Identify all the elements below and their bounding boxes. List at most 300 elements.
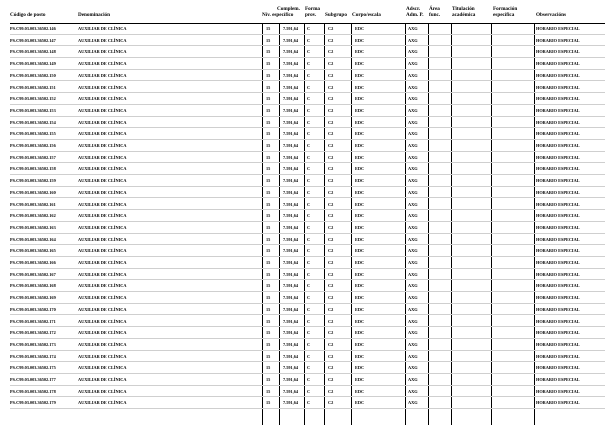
cell-observacions: HORARIO ESPECIAL — [536, 318, 580, 324]
table-row — [0, 374, 615, 386]
cell-complemento: 7.591,64 — [283, 330, 299, 336]
cell-subgrupo: C2 — [328, 236, 334, 242]
cell-corpo: EDC — [355, 248, 365, 254]
cell-complemento: 7.591,64 — [283, 72, 299, 78]
cell-corpo: EDC — [355, 283, 365, 289]
cell-complemento: 7.591,64 — [283, 84, 299, 90]
cell-observacions: HORARIO ESPECIAL — [536, 96, 580, 102]
cell-corpo: EDC — [355, 72, 365, 78]
cell-subgrupo: C2 — [328, 178, 334, 184]
cell-subgrupo: C2 — [328, 143, 334, 148]
cell-codigo: PS.C99.03.003.36502.169 — [10, 295, 56, 301]
cell-nivel: 15 — [266, 365, 271, 371]
cell-subgrupo: C2 — [328, 131, 334, 137]
cell-complemento: 7.591,64 — [283, 213, 299, 219]
table-row — [0, 23, 615, 35]
header-forma: Forma — [305, 6, 320, 12]
cell-forma-provision: C — [307, 49, 311, 55]
cell-observacions: HORARIO ESPECIAL — [536, 26, 580, 31]
cell-observacions: HORARIO ESPECIAL — [536, 377, 580, 382]
cell-nivel: 15 — [266, 61, 271, 67]
header-corpo: Corpo/escala — [352, 12, 381, 18]
cell-complemento: 7.591,64 — [283, 131, 299, 137]
cell-complemento: 7.591,64 — [283, 283, 299, 289]
cell-subgrupo: C2 — [328, 388, 334, 394]
cell-nivel: 15 — [266, 260, 271, 265]
cell-corpo: EDC — [355, 295, 365, 301]
cell-denominacion: AUXILIAR DE CLÍNICA — [78, 49, 127, 55]
cell-complemento: 7.591,64 — [283, 236, 299, 242]
cell-adscripcion: AXG — [408, 236, 418, 242]
cell-denominacion: AUXILIAR DE CLÍNICA — [78, 37, 127, 43]
header-area: Área — [429, 6, 440, 12]
cell-corpo: EDC — [355, 330, 365, 336]
cell-complemento: 7.591,64 — [283, 341, 299, 347]
cell-corpo: EDC — [355, 318, 365, 324]
cell-corpo: EDC — [355, 224, 365, 230]
cell-corpo: EDC — [355, 26, 365, 31]
cell-corpo: EDC — [355, 306, 365, 312]
cell-subgrupo: C2 — [328, 61, 334, 67]
header-adscr: Adscr. — [406, 6, 421, 12]
cell-denominacion: AUXILIAR DE CLÍNICA — [78, 330, 127, 336]
cell-denominacion: AUXILIAR DE CLÍNICA — [78, 26, 127, 31]
cell-subgrupo: C2 — [328, 271, 334, 277]
cell-forma-provision: C — [307, 353, 311, 359]
cell-denominacion: AUXILIAR DE CLÍNICA — [78, 318, 127, 324]
header-denominacion: Denominación — [78, 12, 110, 18]
cell-adscripcion: AXG — [408, 166, 418, 172]
cell-codigo: PS.C99.03.003.36502.154 — [10, 119, 56, 125]
cell-observacions: HORARIO ESPECIAL — [536, 224, 580, 230]
cell-complemento: 7.591,64 — [283, 224, 299, 230]
cell-complemento: 7.591,64 — [283, 107, 299, 113]
cell-codigo: PS.C99.03.003.36502.172 — [10, 330, 56, 336]
cell-corpo: EDC — [355, 271, 365, 277]
cell-adscripcion: AXG — [408, 306, 418, 312]
cell-observacions: HORARIO ESPECIAL — [536, 330, 580, 336]
header-func: func. — [429, 12, 441, 18]
cell-observacions: HORARIO ESPECIAL — [536, 236, 580, 242]
cell-codigo: PS.C99.03.003.36502.147 — [10, 37, 56, 43]
cell-denominacion: AUXILIAR DE CLÍNICA — [78, 295, 127, 301]
cell-observacions: HORARIO ESPECIAL — [536, 143, 580, 148]
cell-complemento: 7.591,64 — [283, 260, 299, 265]
cell-observacions: HORARIO ESPECIAL — [536, 353, 580, 359]
cell-adscripcion: AXG — [408, 260, 418, 265]
cell-codigo: PS.C99.03.003.36502.160 — [10, 189, 56, 195]
table-row — [0, 304, 615, 316]
cell-denominacion: AUXILIAR DE CLÍNICA — [78, 178, 127, 184]
cell-observacions: HORARIO ESPECIAL — [536, 49, 580, 55]
table-row — [0, 234, 615, 246]
cell-complemento: 7.591,64 — [283, 189, 299, 195]
table-row — [0, 269, 615, 281]
cell-forma-provision: C — [307, 400, 311, 406]
table-row — [0, 292, 615, 304]
cell-corpo: EDC — [355, 353, 365, 359]
cell-nivel: 15 — [266, 178, 271, 184]
table-row — [0, 245, 615, 257]
cell-complemento: 7.591,64 — [283, 377, 299, 382]
table-row — [0, 362, 615, 374]
cell-denominacion: AUXILIAR DE CLÍNICA — [78, 107, 127, 113]
cell-complemento: 7.591,64 — [283, 201, 299, 207]
cell-corpo: EDC — [355, 143, 365, 148]
cell-adscripcion: AXG — [408, 388, 418, 394]
cell-nivel: 15 — [266, 189, 271, 195]
cell-corpo: EDC — [355, 341, 365, 347]
cell-denominacion: AUXILIAR DE CLÍNICA — [78, 189, 127, 195]
cell-adscripcion: AXG — [408, 341, 418, 347]
cell-codigo: PS.C99.03.003.36502.162 — [10, 213, 56, 219]
cell-corpo: EDC — [355, 84, 365, 90]
cell-adscripcion: AXG — [408, 318, 418, 324]
cell-corpo: EDC — [355, 236, 365, 242]
cell-nivel: 15 — [266, 119, 271, 125]
table-row — [0, 351, 615, 363]
cell-observacions: HORARIO ESPECIAL — [536, 283, 580, 289]
cell-subgrupo: C2 — [328, 330, 334, 336]
cell-nivel: 15 — [266, 353, 271, 359]
cell-observacions: HORARIO ESPECIAL — [536, 248, 580, 254]
cell-forma-provision: C — [307, 248, 311, 254]
cell-adscripcion: AXG — [408, 295, 418, 301]
cell-denominacion: AUXILIAR DE CLÍNICA — [78, 400, 127, 406]
cell-forma-provision: C — [307, 96, 311, 102]
cell-denominacion: AUXILIAR DE CLÍNICA — [78, 166, 127, 172]
cell-nivel: 15 — [266, 96, 271, 102]
cell-complemento: 7.591,64 — [283, 318, 299, 324]
cell-adscripcion: AXG — [408, 37, 418, 43]
header-formacion: Formación — [493, 6, 518, 12]
cell-subgrupo: C2 — [328, 49, 334, 55]
cell-adscripcion: AXG — [408, 201, 418, 207]
header-academica: académica — [452, 12, 476, 18]
cell-subgrupo: C2 — [328, 84, 334, 90]
cell-nivel: 15 — [266, 224, 271, 230]
cell-denominacion: AUXILIAR DE CLÍNICA — [78, 306, 127, 312]
cell-subgrupo: C2 — [328, 154, 334, 160]
cell-denominacion: AUXILIAR DE CLÍNICA — [78, 119, 127, 125]
cell-observacions: HORARIO ESPECIAL — [536, 306, 580, 312]
cell-corpo: EDC — [355, 119, 365, 125]
cell-complemento: 7.591,64 — [283, 295, 299, 301]
cell-nivel: 15 — [266, 388, 271, 394]
cell-complemento: 7.591,64 — [283, 119, 299, 125]
cell-forma-provision: C — [307, 131, 311, 137]
cell-subgrupo: C2 — [328, 341, 334, 347]
table-row — [0, 163, 615, 175]
table-row — [0, 35, 615, 47]
cell-nivel: 15 — [266, 400, 271, 406]
cell-adscripcion: AXG — [408, 107, 418, 113]
table-row — [0, 397, 615, 409]
cell-adscripcion: AXG — [408, 154, 418, 160]
cell-denominacion: AUXILIAR DE CLÍNICA — [78, 72, 127, 78]
cell-corpo: EDC — [355, 131, 365, 137]
cell-forma-provision: C — [307, 330, 311, 336]
header-observacions: Observacións — [536, 12, 566, 18]
cell-adscripcion: AXG — [408, 189, 418, 195]
cell-corpo: EDC — [355, 388, 365, 394]
cell-adscripcion: AXG — [408, 26, 418, 31]
cell-observacions: HORARIO ESPECIAL — [536, 365, 580, 371]
cell-nivel: 15 — [266, 201, 271, 207]
cell-codigo: PS.C99.03.003.36502.174 — [10, 353, 56, 359]
cell-nivel: 15 — [266, 49, 271, 55]
cell-codigo: PS.C99.03.003.36502.159 — [10, 178, 56, 184]
cell-adscripcion: AXG — [408, 248, 418, 254]
cell-subgrupo: C2 — [328, 260, 334, 265]
cell-adscripcion: AXG — [408, 400, 418, 406]
cell-nivel: 15 — [266, 295, 271, 301]
cell-codigo: PS.C99.03.003.36502.150 — [10, 72, 56, 78]
cell-observacions: HORARIO ESPECIAL — [536, 213, 580, 219]
cell-codigo: PS.C99.03.003.36502.149 — [10, 61, 56, 67]
cell-adscripcion: AXG — [408, 271, 418, 277]
cell-nivel: 15 — [266, 107, 271, 113]
cell-forma-provision: C — [307, 377, 311, 382]
cell-codigo: PS.C99.03.003.36502.170 — [10, 306, 56, 312]
cell-forma-provision: C — [307, 295, 311, 301]
cell-subgrupo: C2 — [328, 400, 334, 406]
header-subgrupo: Subgrupo — [325, 12, 347, 18]
cell-codigo: PS.C99.03.003.36502.179 — [10, 400, 56, 406]
cell-observacions: HORARIO ESPECIAL — [536, 388, 580, 394]
cell-corpo: EDC — [355, 201, 365, 207]
cell-nivel: 15 — [266, 131, 271, 137]
cell-complemento: 7.591,64 — [283, 154, 299, 160]
cell-nivel: 15 — [266, 377, 271, 382]
cell-observacions: HORARIO ESPECIAL — [536, 107, 580, 113]
cell-subgrupo: C2 — [328, 189, 334, 195]
cell-corpo: EDC — [355, 49, 365, 55]
cell-denominacion: AUXILIAR DE CLÍNICA — [78, 388, 127, 394]
cell-forma-provision: C — [307, 365, 311, 371]
cell-adscripcion: AXG — [408, 143, 418, 148]
cell-codigo: PS.C99.03.003.36502.157 — [10, 154, 56, 160]
header-codigo: Código de posto — [10, 12, 46, 18]
cell-subgrupo: C2 — [328, 213, 334, 219]
cell-nivel: 15 — [266, 72, 271, 78]
cell-forma-provision: C — [307, 318, 311, 324]
cell-codigo: PS.C99.03.003.36502.177 — [10, 377, 56, 382]
table-row — [0, 339, 615, 351]
cell-denominacion: AUXILIAR DE CLÍNICA — [78, 260, 127, 265]
cell-denominacion: AUXILIAR DE CLÍNICA — [78, 213, 127, 219]
cell-forma-provision: C — [307, 26, 311, 31]
cell-observacions: HORARIO ESPECIAL — [536, 61, 580, 67]
cell-complemento: 7.591,64 — [283, 271, 299, 277]
cell-corpo: EDC — [355, 377, 365, 382]
cell-subgrupo: C2 — [328, 353, 334, 359]
cell-observacions: HORARIO ESPECIAL — [536, 201, 580, 207]
cell-subgrupo: C2 — [328, 26, 334, 31]
cell-subgrupo: C2 — [328, 107, 334, 113]
cell-codigo: PS.C99.03.003.36502.158 — [10, 166, 56, 172]
cell-codigo: PS.C99.03.003.36502.175 — [10, 365, 56, 371]
cell-forma-provision: C — [307, 224, 311, 230]
cell-observacions: HORARIO ESPECIAL — [536, 154, 580, 160]
cell-complemento: 7.591,64 — [283, 26, 299, 31]
cell-denominacion: AUXILIAR DE CLÍNICA — [78, 271, 127, 277]
cell-adscripcion: AXG — [408, 365, 418, 371]
table-row — [0, 222, 615, 234]
cell-subgrupo: C2 — [328, 119, 334, 125]
cell-observacions: HORARIO ESPECIAL — [536, 72, 580, 78]
cell-corpo: EDC — [355, 260, 365, 265]
cell-nivel: 15 — [266, 166, 271, 172]
cell-observacions: HORARIO ESPECIAL — [536, 400, 580, 406]
cell-adscripcion: AXG — [408, 61, 418, 67]
cell-complemento: 7.591,64 — [283, 166, 299, 172]
cell-denominacion: AUXILIAR DE CLÍNICA — [78, 84, 127, 90]
cell-adscripcion: AXG — [408, 49, 418, 55]
cell-observacions: HORARIO ESPECIAL — [536, 119, 580, 125]
cell-forma-provision: C — [307, 341, 311, 347]
cell-nivel: 15 — [266, 271, 271, 277]
header-prov: prov. — [305, 12, 317, 18]
header-especifica: específica — [493, 12, 515, 18]
cell-subgrupo: C2 — [328, 72, 334, 78]
cell-forma-provision: C — [307, 61, 311, 67]
cell-complemento: 7.591,64 — [283, 61, 299, 67]
cell-codigo: PS.C99.03.003.36502.163 — [10, 224, 56, 230]
cell-nivel: 15 — [266, 306, 271, 312]
cell-denominacion: AUXILIAR DE CLÍNICA — [78, 96, 127, 102]
cell-observacions: HORARIO ESPECIAL — [536, 131, 580, 137]
cell-corpo: EDC — [355, 213, 365, 219]
cell-corpo: EDC — [355, 365, 365, 371]
cell-corpo: EDC — [355, 166, 365, 172]
table-row — [0, 257, 615, 269]
cell-subgrupo: C2 — [328, 283, 334, 289]
cell-codigo: PS.C99.03.003.36502.167 — [10, 271, 56, 277]
header-adm-p: Adm. P. — [406, 12, 424, 18]
cell-subgrupo: C2 — [328, 295, 334, 301]
cell-adscripcion: AXG — [408, 330, 418, 336]
cell-forma-provision: C — [307, 213, 311, 219]
cell-nivel: 15 — [266, 143, 271, 148]
cell-corpo: EDC — [355, 154, 365, 160]
cell-subgrupo: C2 — [328, 377, 334, 382]
cell-observacions: HORARIO ESPECIAL — [536, 341, 580, 347]
cell-complemento: 7.591,64 — [283, 400, 299, 406]
cell-nivel: 15 — [266, 213, 271, 219]
cell-corpo: EDC — [355, 178, 365, 184]
cell-observacions: HORARIO ESPECIAL — [536, 189, 580, 195]
cell-denominacion: AUXILIAR DE CLÍNICA — [78, 201, 127, 207]
table-row — [0, 199, 615, 211]
table-row — [0, 117, 615, 129]
cell-codigo: PS.C99.03.003.36502.146 — [10, 26, 56, 31]
cell-corpo: EDC — [355, 61, 365, 67]
cell-denominacion: AUXILIAR DE CLÍNICA — [78, 236, 127, 242]
table-row — [0, 386, 615, 398]
table-row — [0, 316, 615, 328]
cell-forma-provision: C — [307, 260, 311, 265]
cell-adscripcion: AXG — [408, 178, 418, 184]
cell-nivel: 15 — [266, 341, 271, 347]
cell-nivel: 15 — [266, 37, 271, 43]
cell-corpo: EDC — [355, 400, 365, 406]
cell-subgrupo: C2 — [328, 96, 334, 102]
cell-denominacion: AUXILIAR DE CLÍNICA — [78, 377, 127, 382]
cell-corpo: EDC — [355, 107, 365, 113]
cell-observacions: HORARIO ESPECIAL — [536, 166, 580, 172]
cell-denominacion: AUXILIAR DE CLÍNICA — [78, 248, 127, 254]
cell-complemento: 7.591,64 — [283, 37, 299, 43]
cell-subgrupo: C2 — [328, 224, 334, 230]
cell-adscripcion: AXG — [408, 213, 418, 219]
cell-nivel: 15 — [266, 154, 271, 160]
table-row — [0, 46, 615, 58]
cell-complemento: 7.591,64 — [283, 143, 299, 148]
table-row — [0, 152, 615, 164]
cell-corpo: EDC — [355, 37, 365, 43]
cell-adscripcion: AXG — [408, 119, 418, 125]
cell-codigo: PS.C99.03.003.36502.168 — [10, 283, 56, 289]
cell-adscripcion: AXG — [408, 96, 418, 102]
cell-subgrupo: C2 — [328, 306, 334, 312]
cell-forma-provision: C — [307, 306, 311, 312]
cell-complemento: 7.591,64 — [283, 248, 299, 254]
cell-denominacion: AUXILIAR DE CLÍNICA — [78, 353, 127, 359]
cell-forma-provision: C — [307, 388, 311, 394]
cell-codigo: PS.C99.03.003.36502.178 — [10, 388, 56, 394]
table-row — [0, 210, 615, 222]
cell-subgrupo: C2 — [328, 37, 334, 43]
cell-forma-provision: C — [307, 201, 311, 207]
cell-nivel: 15 — [266, 236, 271, 242]
cell-forma-provision: C — [307, 166, 311, 172]
cell-complemento: 7.591,64 — [283, 49, 299, 55]
header-complem: Complem. — [277, 6, 300, 12]
cell-complemento: 7.591,64 — [283, 178, 299, 184]
cell-codigo: PS.C99.03.003.36502.155 — [10, 131, 56, 137]
cell-denominacion: AUXILIAR DE CLÍNICA — [78, 154, 127, 160]
cell-corpo: EDC — [355, 189, 365, 195]
cell-observacions: HORARIO ESPECIAL — [536, 178, 580, 184]
cell-nivel: 15 — [266, 26, 271, 31]
cell-denominacion: AUXILIAR DE CLÍNICA — [78, 131, 127, 137]
table-row — [0, 128, 615, 140]
cell-codigo: PS.C99.03.003.36502.173 — [10, 341, 56, 347]
cell-forma-provision: C — [307, 236, 311, 242]
cell-observacions: HORARIO ESPECIAL — [536, 260, 580, 265]
cell-codigo: PS.C99.03.003.36502.152 — [10, 96, 56, 102]
cell-complemento: 7.591,64 — [283, 306, 299, 312]
cell-codigo: PS.C99.03.003.36502.156 — [10, 143, 56, 148]
cell-forma-provision: C — [307, 72, 311, 78]
table-row — [0, 82, 615, 94]
cell-denominacion: AUXILIAR DE CLÍNICA — [78, 61, 127, 67]
header-titulacion: Titulación — [452, 6, 475, 12]
cell-adscripcion: AXG — [408, 224, 418, 230]
header-niv-especifico: Nív. específico — [262, 12, 294, 18]
cell-complemento: 7.591,64 — [283, 96, 299, 102]
cell-subgrupo: C2 — [328, 318, 334, 324]
table-row — [0, 175, 615, 187]
cell-codigo: PS.C99.03.003.36502.161 — [10, 201, 56, 207]
cell-denominacion: AUXILIAR DE CLÍNICA — [78, 143, 127, 148]
cell-corpo: EDC — [355, 96, 365, 102]
cell-adscripcion: AXG — [408, 72, 418, 78]
cell-codigo: PS.C99.03.003.36502.166 — [10, 260, 56, 265]
table-row — [0, 93, 615, 105]
table-row — [0, 105, 615, 117]
